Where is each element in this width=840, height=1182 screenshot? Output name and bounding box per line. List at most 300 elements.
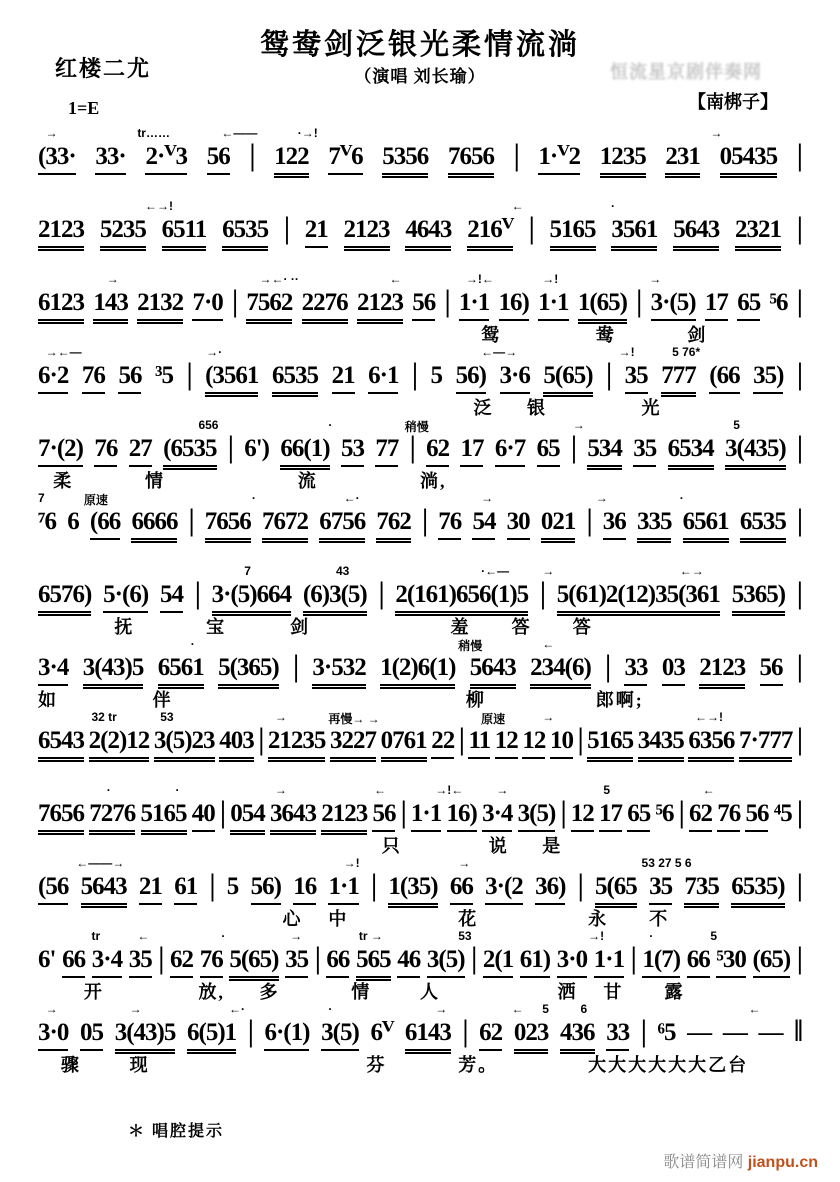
lyric: 现	[129, 1055, 150, 1075]
note-group: 6143	[405, 1019, 451, 1054]
annotation: ←——→	[76, 856, 125, 870]
lyric: 洒	[557, 982, 578, 1002]
annotation: ←·	[343, 491, 360, 505]
score-line	[38, 566, 802, 639]
score-line	[38, 1004, 802, 1077]
lyric: 柔	[53, 471, 74, 491]
note-group: 30	[507, 508, 530, 540]
annotation: ←	[137, 929, 150, 943]
note-group: 7·0	[192, 289, 222, 321]
annotation: →!	[588, 929, 605, 943]
barline: |	[378, 575, 384, 610]
barline: |	[186, 356, 192, 391]
score-line	[38, 128, 802, 201]
annotation: 7	[38, 491, 45, 505]
annotation: 43	[335, 564, 350, 578]
note-group: 76	[82, 362, 105, 394]
note-group: 5(365)	[218, 654, 279, 689]
note-group: 6ⱽ	[370, 1019, 394, 1046]
top-watermark: 恒流星京剧伴奏网	[610, 62, 762, 82]
lyric: 剑	[290, 617, 311, 637]
note-group: 4643	[405, 216, 451, 251]
note-group: 2·ⱽ3	[145, 143, 187, 175]
score-line	[38, 931, 802, 1004]
lyrics-row	[38, 394, 802, 418]
note-group: 143	[93, 289, 128, 324]
lyric: 鸳	[481, 325, 502, 345]
barline: |	[194, 575, 200, 610]
barline: |	[462, 1013, 468, 1048]
note-group: (33·	[38, 143, 76, 175]
note-group: 5165	[141, 800, 187, 835]
ornament-annotations	[38, 637, 802, 652]
lyrics-row	[38, 978, 802, 1002]
note-group: 7ⱽ6	[328, 143, 362, 175]
annotation: ·←—	[481, 564, 510, 578]
annotation: →	[106, 272, 119, 286]
note-group: 5(65)	[229, 946, 278, 981]
note-group: 7562	[246, 289, 292, 324]
note-group: 3·(2	[485, 873, 523, 905]
note-group: 54	[472, 508, 495, 540]
lyric: 大大大大大大乙台	[588, 1055, 749, 1075]
barline: |	[796, 283, 802, 318]
barline: |	[371, 867, 377, 902]
note-group: 403	[219, 727, 254, 762]
annotation: →!	[618, 345, 635, 359]
note-group: 6535	[272, 362, 318, 397]
lyric: 银	[526, 398, 547, 418]
note-group: 6561	[158, 654, 204, 689]
note-group: 1(7)	[642, 946, 680, 978]
annotation: ·	[106, 783, 111, 797]
annotation: →	[435, 1002, 448, 1016]
annotation: ·	[328, 1002, 333, 1016]
note-group: ⁵30	[716, 946, 746, 978]
lyrics-row	[38, 905, 802, 929]
note-group: 3·(5)	[651, 289, 696, 321]
note-group: 5643	[81, 873, 127, 908]
note-group: 7276	[89, 800, 135, 835]
lyric: 花	[458, 909, 479, 929]
note-group: 3·532	[312, 654, 365, 689]
barline: |	[158, 940, 164, 975]
lyric: 甘	[603, 982, 624, 1002]
annotation: ←—→	[481, 345, 518, 359]
note-group: 5643	[470, 654, 516, 689]
note-group: 77	[375, 435, 398, 467]
note-group: 2321	[735, 216, 781, 251]
note-group: 56)	[251, 873, 281, 905]
score-line	[38, 420, 802, 493]
score-line	[38, 712, 802, 785]
annotation: ·	[251, 491, 256, 505]
note-group: 65	[537, 435, 560, 467]
note-group: ⁷6	[38, 508, 56, 535]
note-group: 6535	[222, 216, 268, 251]
note-group: 5	[430, 362, 443, 389]
note-group: 17	[460, 435, 483, 467]
note-group: —	[758, 1019, 783, 1046]
lyric: 剑	[687, 325, 708, 345]
note-group: 3·0	[557, 946, 587, 978]
note-group: 16	[293, 873, 316, 905]
annotation: →	[542, 564, 555, 578]
annotation: 53	[458, 929, 472, 943]
annotation: 5	[542, 1002, 549, 1016]
lyric: 光	[641, 398, 662, 418]
ornament-annotations	[38, 272, 802, 287]
annotation: 7	[244, 564, 251, 578]
lyric: 情	[144, 471, 165, 491]
series-label: 红楼二尤	[55, 56, 152, 81]
note-group: 5(65	[595, 873, 637, 908]
note-group: (66	[90, 508, 120, 540]
barline: |	[560, 794, 566, 829]
lyric: 是	[542, 836, 563, 856]
annotation: ←	[511, 199, 524, 213]
annotation: →←· ··	[259, 272, 299, 286]
note-group: 122	[274, 143, 309, 178]
note-group: 2276	[302, 289, 348, 324]
note-group: 565	[356, 946, 391, 981]
annotation: →	[595, 491, 608, 505]
note-group: 76	[438, 508, 461, 540]
annotation: ←	[748, 1002, 761, 1016]
notation-row	[38, 210, 802, 251]
note-group: 3643	[270, 800, 316, 835]
note-group: ⁴5	[773, 800, 792, 827]
lyric: 永	[588, 909, 609, 929]
barline: |	[232, 283, 238, 318]
note-group: 023	[514, 1019, 549, 1054]
annotation: ←	[389, 272, 402, 286]
note-group: 62	[689, 800, 712, 832]
note-group: 5·(6)	[103, 581, 148, 613]
note-group: 11	[468, 727, 490, 759]
note-group: 7672	[262, 508, 308, 543]
note-group: 35	[129, 946, 152, 978]
note-group: 27	[129, 435, 152, 467]
note-group: 2(1	[483, 946, 513, 978]
lyric: 流	[297, 471, 318, 491]
barline: |	[570, 429, 576, 464]
note-group: 12	[495, 727, 518, 759]
annotation: →	[274, 783, 287, 797]
note-group: 6543	[38, 727, 84, 762]
score-line	[38, 201, 802, 274]
note-group: 1·1	[411, 800, 441, 832]
note-group: 1(2)6(1)	[380, 654, 455, 689]
key-signature: 1=E	[68, 98, 100, 118]
note-group: 3·(5)664	[212, 581, 292, 616]
notation-row	[38, 575, 802, 616]
annotation: →!	[343, 856, 360, 870]
barline: |	[678, 794, 684, 829]
score-line	[38, 639, 802, 712]
barline: |	[796, 867, 802, 902]
lyric: 人	[420, 982, 440, 1002]
note-group: 6·(1)	[264, 1019, 309, 1051]
note-group: 2(2)12	[89, 727, 150, 762]
note-group: 3·6	[500, 362, 530, 394]
lyric: 答	[511, 617, 532, 637]
lyric: 放,	[198, 982, 225, 1002]
note-group: 22	[431, 727, 454, 759]
note-group: 054	[230, 800, 265, 835]
note-group: 5356	[382, 143, 428, 178]
note-group: 36	[603, 508, 626, 540]
annotation: →	[274, 710, 287, 724]
note-group: 5165	[550, 216, 596, 251]
watermark-url: jianpu.cn	[747, 1154, 818, 1171]
note-group: 6535	[740, 508, 786, 543]
note-group: —	[687, 1019, 712, 1046]
note-group: ³5	[155, 362, 174, 389]
annotation: 5	[603, 783, 611, 797]
note-group: 234(6)	[530, 654, 591, 689]
lyric: 多	[259, 982, 280, 1002]
lyric: 心	[282, 909, 303, 929]
note-group: 3(435)	[725, 435, 786, 470]
barline: |	[577, 867, 583, 902]
note-group: 35)	[753, 362, 783, 394]
note-group: 3(5)23	[154, 727, 215, 762]
note-group: 534	[587, 435, 622, 470]
annotation: 53	[160, 710, 174, 724]
note-group: 6')	[244, 435, 270, 462]
annotation: 稍慢	[458, 639, 483, 653]
note-group: 46	[397, 946, 420, 978]
note-group: 65	[737, 289, 760, 321]
note-group: 1(65)	[578, 289, 627, 324]
annotation: →	[572, 418, 585, 432]
lyric: 泛	[473, 398, 494, 418]
note-group: 436	[560, 1019, 595, 1054]
note-group: 1·ⱽ2	[538, 143, 580, 175]
annotation: ←·	[229, 1002, 245, 1016]
annotation: →←—	[45, 345, 82, 359]
annotation: ·	[221, 929, 226, 943]
barline: |	[444, 283, 450, 318]
barline: |	[209, 867, 215, 902]
barline: |	[796, 137, 802, 172]
ornament-annotations	[38, 418, 802, 433]
score-line	[38, 858, 802, 931]
note-group: 1·1	[459, 289, 489, 321]
lyric: 如	[38, 690, 58, 710]
lyrics-row	[38, 175, 802, 199]
lyrics-row	[38, 832, 802, 856]
note-group: 66	[450, 873, 473, 905]
lyrics-row	[38, 613, 802, 637]
note-group: 2123	[38, 216, 84, 251]
barline: |	[220, 794, 225, 829]
score-line	[38, 785, 802, 858]
annotation: 原速	[481, 712, 506, 726]
notation-row	[38, 283, 802, 324]
note-group: 7656	[205, 508, 251, 543]
note-group: 66	[62, 946, 85, 978]
annotation: ·	[611, 199, 615, 213]
annotation: 6	[580, 1002, 588, 1016]
annotation: ←→!	[695, 710, 724, 724]
note-group: 6534	[668, 435, 714, 470]
note-group: 3227	[330, 727, 376, 762]
lyric: 宝	[206, 617, 227, 637]
annotation: →	[45, 126, 58, 140]
note-group: 62	[170, 946, 193, 978]
note-group: 35	[285, 946, 308, 978]
barline: |	[249, 137, 255, 172]
note-group: 76	[717, 800, 740, 832]
barline: |	[471, 940, 477, 975]
annotation: 5	[710, 929, 717, 943]
note-group: 2132	[137, 289, 183, 324]
note-group: 56	[745, 800, 768, 832]
note-group: 1(35)	[388, 873, 437, 908]
annotation: tr……	[137, 126, 170, 140]
note-group: 35	[633, 435, 656, 467]
barline: |	[797, 721, 802, 756]
notation-row	[38, 502, 802, 543]
note-group: 5165	[587, 727, 633, 762]
note-group: 56	[207, 143, 230, 175]
note-group: 56)	[456, 362, 486, 394]
footnote: ＊ 唱腔提示	[128, 1123, 225, 1140]
note-group: 3(5)	[321, 1019, 359, 1051]
lyric: 中	[328, 909, 349, 929]
barline: |	[188, 502, 194, 537]
barline: |	[227, 429, 233, 464]
note-group: 7656	[448, 143, 494, 178]
note-group: 33	[624, 654, 647, 686]
lyrics-row	[38, 248, 802, 272]
score	[38, 128, 802, 1077]
note-group: (65)	[753, 946, 791, 978]
note-group: 76	[94, 435, 117, 467]
annotation: tr	[91, 929, 101, 943]
note-group: 3(5)	[427, 946, 465, 978]
note-group: 2123	[344, 216, 390, 251]
annotation: ·	[649, 929, 654, 943]
note-group: 21	[332, 362, 355, 394]
ornament-annotations	[38, 199, 802, 214]
ornament-annotations	[38, 856, 802, 871]
annotation: →	[458, 856, 471, 870]
barline: |	[539, 575, 545, 610]
annotation: →!←	[435, 783, 464, 797]
note-group: 7·777	[739, 727, 792, 762]
annotation: →!←	[465, 272, 494, 286]
note-group: 36)	[535, 873, 565, 905]
barline: |	[314, 940, 320, 975]
annotation: ←→	[679, 564, 704, 578]
notation-row	[38, 429, 802, 470]
barline: |	[528, 210, 534, 245]
score-line	[38, 274, 802, 347]
note-group: 6666	[131, 508, 177, 543]
note-group: 2123	[321, 800, 367, 835]
note-group: 6576)	[38, 581, 91, 616]
annotation: ·	[679, 491, 684, 505]
note-group: 40	[192, 800, 215, 832]
note-group: 3·4	[92, 946, 122, 978]
note-group: 3(43)5	[115, 1019, 176, 1054]
note-group: 5235	[100, 216, 146, 251]
note-group: 3·4	[38, 654, 68, 686]
note-group: 33·	[95, 143, 125, 175]
note-group: 6356	[688, 727, 734, 762]
watermark-site: 歌谱简谱网	[663, 1154, 748, 1171]
note-group: 1·1	[594, 946, 624, 978]
lyric: 柳	[465, 690, 486, 710]
note-group: 56	[372, 800, 395, 832]
lyric: 骤	[60, 1055, 81, 1075]
note-group: 35	[649, 873, 672, 905]
ornament-annotations	[38, 710, 802, 725]
annotation: ←	[542, 637, 555, 651]
note-group: 3(5)	[518, 800, 556, 832]
barline: |	[400, 794, 406, 829]
barline: |	[458, 721, 464, 756]
note-group: 0761	[381, 727, 427, 762]
note-group: 3561	[611, 216, 657, 251]
notation-row	[38, 940, 802, 981]
lyric: 不	[649, 909, 670, 929]
notation-row	[38, 137, 802, 178]
barline: |	[283, 210, 289, 245]
lyric: 芬	[366, 1055, 387, 1075]
performer-subtitle: （演唱 刘长瑜）	[354, 67, 486, 86]
annotation: ←——	[221, 126, 258, 140]
barline: |	[293, 648, 299, 683]
note-group: 5(61)2(12)35(361	[557, 581, 720, 616]
annotation: 53 27 5 6	[641, 856, 692, 870]
note-group: 5365)	[732, 581, 785, 616]
note-group: 56	[760, 654, 783, 686]
note-group: 2123	[699, 654, 745, 689]
notation-row	[38, 1013, 802, 1054]
note-group: 12	[571, 800, 594, 832]
note-group: ⁵6	[655, 800, 674, 827]
annotation: →	[542, 710, 555, 724]
ornament-annotations	[38, 491, 802, 506]
lyrics-row	[38, 467, 802, 491]
notation-row	[38, 648, 802, 689]
note-group: 6·1	[368, 362, 398, 394]
note-group: 16)	[499, 289, 529, 321]
lyrics-row	[38, 1051, 802, 1075]
notation-row	[38, 356, 802, 397]
page-title: 鸳鸯剑泛银光柔情流淌	[259, 29, 580, 61]
note-group: 2123	[357, 289, 403, 324]
note-group: 6535)	[731, 873, 784, 908]
lyric: 伴	[152, 690, 173, 710]
ornament-annotations	[38, 929, 802, 944]
lyric: 说	[488, 836, 509, 856]
lyric: 鸯	[595, 325, 616, 345]
annotation: →	[649, 272, 662, 286]
annotation: 原速	[83, 493, 108, 507]
barline: |	[513, 137, 519, 172]
note-group: 16)	[447, 800, 477, 832]
bottom-watermark	[663, 1149, 818, 1172]
note-group: 6756	[319, 508, 365, 543]
note-group: (6)3(5)	[303, 581, 367, 616]
lyrics-row	[38, 759, 802, 783]
annotation: →	[129, 1002, 142, 1016]
